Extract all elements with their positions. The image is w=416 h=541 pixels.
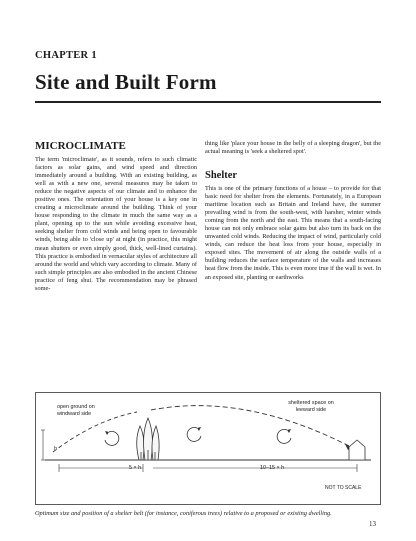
figure-caption: Optimum size and position of a shelter belt (for instance, coniferous trees) relative to a proposed or existing dwelling. [35, 510, 332, 517]
height-label: h [54, 446, 57, 452]
chapter-title: Site and Built Form [35, 70, 217, 94]
sheltered-space-label: sheltered space on leeward side [288, 400, 334, 413]
shelter-body-text: This is one of the primary functions of a house – to provide for that basic need for shelter from the elements. Fortunately, in a European maritime location such as Britain and Ireland have, the summer prevailing wind is from the south-west, with harsher, winter winds coming from the north and the east. This means that a south-facing house can not only embrace solar gains but also turn its back on the unwanted cold winds. Reducing the impact of wind, particularly cold winds, can reduce the heat loss from your house, especially in exposed sites. The movement of air along the outside walls of a building reduces the surface temperature of the walls and increases heat flow from the inside. This is even more true if the wall is wet. In an exposed site, planting or earthworks [205, 185, 381, 281]
not-to-scale-note: NOT TO SCALE [325, 485, 362, 491]
leeward-distance-label: 10–15 × h [260, 465, 285, 471]
title-divider [35, 101, 381, 103]
shelter-belt-diagram [35, 392, 381, 505]
microclimate-continuation-text: thing like 'place your house in the belly of a sleeping dragon', but the actual meaning is 'seek a sheltered spot'. [205, 140, 381, 156]
section-heading-shelter: Shelter [205, 170, 238, 181]
microclimate-body-text: The term 'microclimate', as it sounds, refers to such climatic factors as solar gains, and wind speed and direction immediately around a building. With an existing building, as well as with a new one, several measures may be taken to reduce the negative aspects of our climate and to enhance the positive ones. The orientation of your house is a key one in creating a microclimate around the building. Think of your house responding to the climate in much the same way as a plant, opening up to the sun while avoiding excessive heat, seeking shelter from cold winds and being open to favourable winds, being able to 'close up' at night (in practice, this might mean shutters or even simply good, thick, well-lined curtains). This practice is embodied in vernacular styles of architecture all around the world and which vary according to climate. Many of such simple principles are also embodied in the ancient Chinese practice of feng shui. The recommendation may be phrased some- [35, 156, 197, 292]
open-ground-label: open ground on windward side [57, 404, 95, 417]
section-heading-microclimate: MICROCLIMATE [35, 140, 126, 152]
windward-distance-label: 5 × h [129, 465, 142, 471]
page-number: 13 [369, 520, 376, 528]
chapter-label: CHAPTER 1 [35, 50, 97, 61]
